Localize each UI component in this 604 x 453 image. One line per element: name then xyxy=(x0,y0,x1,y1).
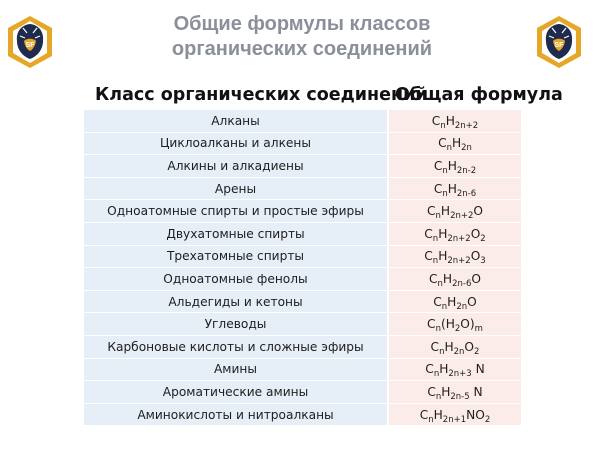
formula-subscript: 2n+3 xyxy=(448,369,472,380)
class-cell: Карбоновые кислоты и сложные эфиры xyxy=(84,335,388,358)
formula-subscript: 3 xyxy=(480,256,486,267)
formula-text: H xyxy=(433,407,443,422)
table-row xyxy=(84,335,521,358)
class-cell: Ароматические амины xyxy=(84,381,388,404)
formula-text: C xyxy=(433,181,443,196)
formula-subscript: 2 xyxy=(454,324,461,335)
formula-text: O xyxy=(470,249,481,264)
formula-text: C xyxy=(438,136,447,151)
formula-text: O xyxy=(471,271,481,286)
formula-subscript: 2n-5 xyxy=(450,391,470,402)
class-cell: Двухатомные спирты xyxy=(84,222,388,245)
formula-subscript: 2n-2 xyxy=(456,165,477,176)
table-row xyxy=(84,290,521,313)
formula-text: C xyxy=(431,113,441,128)
class-cell: Альдегиды и кетоны xyxy=(84,290,388,313)
formula-text: H xyxy=(451,136,462,151)
formula-subscript: n xyxy=(435,211,441,222)
formula-text: C xyxy=(424,249,433,264)
formula-text: (H xyxy=(440,317,455,332)
formula-text: C xyxy=(433,158,443,173)
table-row xyxy=(84,358,521,381)
table-row xyxy=(84,222,521,245)
page-title xyxy=(120,12,484,62)
formula-subscript: n xyxy=(432,233,439,244)
formula-subscript: 2n+2 xyxy=(447,233,471,244)
formula-table xyxy=(84,110,521,426)
formula-table-body xyxy=(84,110,521,426)
formula-subscript: 2n+1 xyxy=(442,414,467,425)
page-title-line2: органических соединений xyxy=(171,38,433,60)
formula-cell xyxy=(388,313,521,336)
table-row xyxy=(84,155,521,178)
formula-cell xyxy=(388,335,521,358)
class-cell: Одноатомные спирты и простые эфиры xyxy=(84,200,388,223)
formula-text: H xyxy=(442,271,453,286)
formula-text: N xyxy=(469,384,483,399)
class-cell: Алканы xyxy=(84,110,388,132)
formula-cell xyxy=(388,268,521,291)
formula-subscript: n xyxy=(446,143,452,154)
formula-subscript: n xyxy=(437,278,443,289)
formula-subscript: n xyxy=(435,391,442,402)
table-row xyxy=(84,132,521,155)
logo-right-text: SF xyxy=(554,42,564,49)
formula-subscript: n xyxy=(442,188,448,199)
formula-subscript: n xyxy=(442,165,448,176)
formula-text: H xyxy=(447,294,457,309)
formula-cell xyxy=(388,290,521,313)
header-class: Класс органических соединений xyxy=(95,85,428,105)
formula-text: C xyxy=(430,339,440,354)
formula-cell xyxy=(388,132,521,155)
class-cell: Арены xyxy=(84,177,388,200)
class-cell: Аминокислоты и нитроалканы xyxy=(84,403,388,426)
formula-subscript: n xyxy=(439,346,445,357)
lion-logo-left xyxy=(5,14,55,70)
formula-subscript: n xyxy=(440,120,446,131)
lion-logo-right xyxy=(534,14,584,70)
formula-text: O xyxy=(470,226,481,241)
formula-subscript: m xyxy=(474,324,483,335)
formula-text: O) xyxy=(460,317,475,332)
formula-subscript: n xyxy=(428,414,434,425)
table-row xyxy=(84,245,521,268)
class-cell: Одноатомные фенолы xyxy=(84,268,388,291)
class-cell: Алкины и алкадиены xyxy=(84,155,388,178)
formula-cell xyxy=(388,381,521,404)
formula-cell xyxy=(388,110,521,132)
formula-subscript: 2n+2 xyxy=(447,256,471,267)
formula-text: H xyxy=(440,204,451,219)
formula-cell xyxy=(388,155,521,178)
formula-cell xyxy=(388,358,521,381)
formula-subscript: 2n-6 xyxy=(456,188,477,199)
formula-text: C xyxy=(433,294,442,309)
formula-subscript: 2n-6 xyxy=(452,278,472,289)
class-cell: Амины xyxy=(84,358,388,381)
formula-subscript: 2 xyxy=(484,414,491,425)
formula-text: C xyxy=(427,204,436,219)
formula-text: H xyxy=(438,226,448,241)
class-cell: Трехатомные спирты xyxy=(84,245,388,268)
formula-subscript: n xyxy=(435,324,441,335)
formula-cell xyxy=(388,403,521,426)
formula-text: C xyxy=(419,407,429,422)
formula-text: NO xyxy=(466,407,485,422)
formula-text: O xyxy=(473,204,483,219)
formula-text: H xyxy=(447,181,457,196)
class-cell: Циклоалканы и алкены xyxy=(84,132,388,155)
formula-subscript: 2n+2 xyxy=(450,211,474,222)
header-formula: Общая формула xyxy=(395,85,563,105)
table-row xyxy=(84,110,521,132)
formula-cell xyxy=(388,177,521,200)
table-row xyxy=(84,403,521,426)
table-row xyxy=(84,381,521,404)
formula-text: C xyxy=(427,317,436,332)
table-row xyxy=(84,177,521,200)
page-title-line1: Общие формулы классов xyxy=(173,13,431,35)
formula-text: C xyxy=(425,362,434,377)
class-cell: Углеводы xyxy=(84,313,388,336)
logo-left-text: SF xyxy=(25,42,35,49)
table-row xyxy=(84,313,521,336)
formula-subscript: n xyxy=(433,369,440,380)
formula-text: N xyxy=(471,362,485,377)
formula-subscript: n xyxy=(432,256,439,267)
formula-subscript: 2n xyxy=(456,301,468,312)
formula-subscript: 2n+2 xyxy=(454,120,479,131)
formula-cell xyxy=(388,245,521,268)
formula-text: H xyxy=(447,158,457,173)
formula-text: H xyxy=(439,362,449,377)
formula-subscript: 2n xyxy=(453,346,465,357)
formula-subscript: 2n xyxy=(461,143,472,154)
formula-text: H xyxy=(444,339,454,354)
formula-cell xyxy=(388,222,521,245)
table-row xyxy=(84,268,521,291)
formula-text: H xyxy=(445,113,455,128)
formula-text: O xyxy=(467,294,477,309)
formula-subscript: n xyxy=(441,301,448,312)
formula-text: H xyxy=(441,384,451,399)
formula-cell xyxy=(388,200,521,223)
formula-text: H xyxy=(438,249,448,264)
formula-text: O xyxy=(464,339,475,354)
formula-text: C xyxy=(424,226,433,241)
formula-subscript: 2 xyxy=(474,346,480,357)
formula-subscript: 2 xyxy=(480,233,486,244)
table-row xyxy=(84,200,521,223)
formula-text: C xyxy=(429,271,438,286)
formula-text: C xyxy=(427,384,436,399)
